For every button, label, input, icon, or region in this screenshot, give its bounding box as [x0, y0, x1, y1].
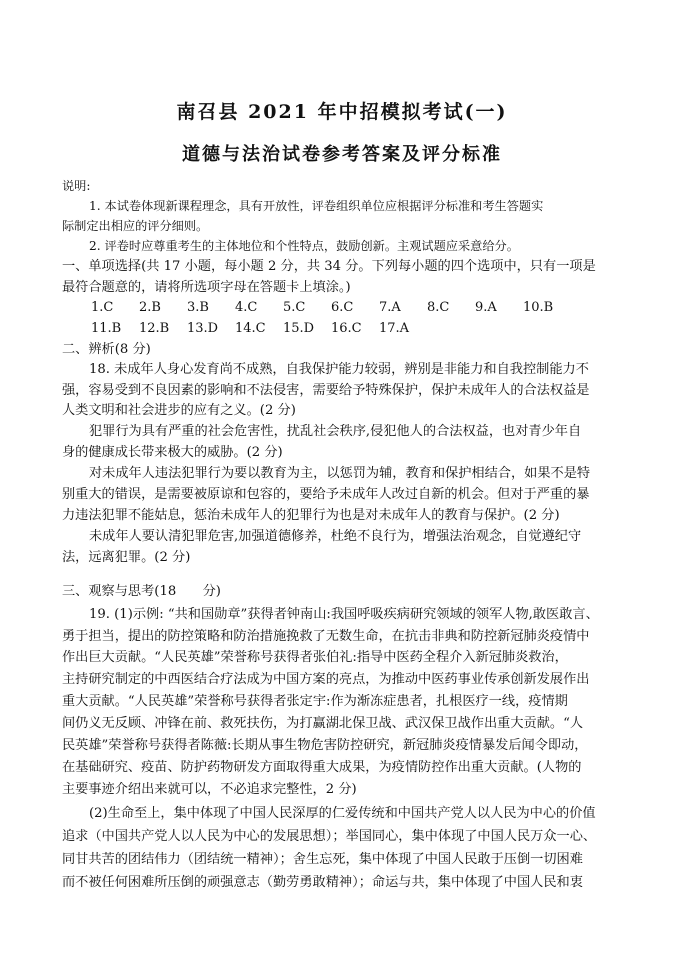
answer-item: 10.B [523, 300, 554, 315]
section-2-line: 法，远离犯罪。(2 分) [62, 550, 191, 565]
section-2-heading: 二、辨析(8 分) [62, 342, 151, 357]
section-2-line: 力违法犯罪不能姑息，惩治未成年人的犯罪行为也是对未成年人的教育与保护。(2 分) [62, 508, 560, 523]
answer-item: 12.B [139, 321, 170, 336]
intro-line: 际制定出相应的评分细则。 [62, 219, 209, 233]
section-2-line: 人类文明和社会进步的应有之义。(2 分) [62, 403, 296, 418]
section-3-line: 作出巨大贡献。“人民英雄”荣誉称号获得者张伯礼:指导中医药全程介入新冠肺炎救治， [62, 650, 568, 665]
section-3-line: 同甘共苦的团结伟力（团结统一精神）；舍生忘死，集中体现了中国人民敢于压倒一切困难 [62, 852, 583, 867]
answer-item: 15.D [283, 321, 315, 336]
section-3-line: 主持研究制定的中西医结合疗法成为中国方案的亮点，为推动中医药事业传承创新发展作出 [62, 672, 590, 687]
answer-item: 4.C [235, 300, 258, 315]
answer-item: 16.C [331, 321, 362, 336]
section-2-line: 18. 未成年人身心发育尚不成熟，自我保护能力较弱，辨别是非能力和自我控制能力不 [89, 362, 589, 377]
section-3-line: 重大贡献。“人民英雄”荣誉称号获得者张定宇:作为渐冻症患者，扎根医疗一线，疫情期 [62, 694, 568, 709]
page-subtitle: 道德与法治试卷参考答案及评分标准 [182, 144, 502, 165]
answer-row-1 [91, 298, 571, 318]
section-2-line: 未成年人要认清犯罪危害,加强道德修养，杜绝不良行为，增强法治观念，自觉遵纪守 [89, 529, 582, 544]
section-3-line: 在基础研究、疫苗、防护药物研发方面取得重大成果，为疫情防控作出重大贡献。(人物的 [62, 760, 582, 775]
page-title: 南召县 2021 年中招模拟考试(一) [176, 101, 508, 123]
answer-item: 8.C [427, 300, 450, 315]
section-2-line: 犯罪行为具有严重的社会危害性，扰乱社会秩序,侵犯他人的合法权益，也对青少年自 [89, 424, 582, 439]
section-2-line: 对未成年人违法犯罪行为要以教育为主，以惩罚为辅，教育和保护相结合，如果不是特 [89, 466, 591, 481]
answer-item: 1.C [91, 300, 114, 315]
answer-item: 11.B [91, 321, 122, 336]
section-1-line: 最符合题意的，请将所选项字母在答题卡上填涂。) [62, 280, 351, 295]
section-3-line: 主要事迹介绍出来就可以，不必追求完整性，2 分) [62, 782, 357, 797]
section-2-line: 身的健康成长带来极大的威胁。(2 分) [62, 445, 283, 460]
answer-item: 3.B [187, 300, 209, 315]
section-1-heading: 一、单项选择(共 17 小题，每小题 2 分，共 34 分。下列每小题的四个选项中，只有一项是 [62, 259, 596, 274]
answer-item: 6.C [331, 300, 354, 315]
answer-item: 5.C [283, 300, 306, 315]
section-3-line: 而不被任何困难所压倒的顽强意志（勤劳勇敢精神）；命运与共，集中体现了中国人民和衷 [62, 875, 583, 890]
section-3-line: 追求（中国共产党人以人民为中心的发展思想）；举国同心，集中体现了中国人民万众一心、 [62, 829, 597, 844]
intro-heading: 说明: [62, 179, 91, 193]
intro-line: 2. 评卷时应尊重考生的主体地位和个性特点，鼓励创新。主观试题应采意给分。 [89, 239, 519, 253]
section-3-line: 民英雄”荣誉称号获得者陈薇:长期从事生物危害防控研究，新冠肺炎疫情暴发后闻令即动， [62, 738, 588, 753]
answer-item: 7.A [379, 300, 401, 315]
section-3-heading: 三、观察与思考(18 分) [62, 584, 221, 599]
section-3-line: 间仍义无反顾、冲锋在前、救死扶伤，为打赢湖北保卫战、武汉保卫战作出重大贡献。“人 [62, 716, 584, 731]
answer-item: 13.D [187, 321, 219, 336]
section-2-line: 强，容易受到不良因素的影响和不法侵害，需要给予特殊保护，保护未成年人的合法权益是 [62, 383, 590, 398]
answer-item: 2.B [139, 300, 161, 315]
section-2-line: 别重大的错误，是需要被原谅和包容的，要给予未成年人改过自新的机会。但对于严重的暴 [62, 487, 590, 502]
section-3-line: 勇于担当，提出的防控策略和防治措施挽救了无数生命，在抗击非典和防控新冠肺炎疫情中 [62, 629, 590, 644]
answer-item: 17.A [379, 321, 410, 336]
section-3-line: (2)生命至上，集中体现了中国人民深厚的仁爱传统和中国共产党人以人民为中心的价值 [89, 806, 596, 821]
answer-item: 14.C [235, 321, 266, 336]
section-3-line: 19. (1)示例: “共和国勋章”获得者钟南山:我国呼吸疾病研究领域的领军人物,敢医敢言、 [89, 607, 599, 622]
answer-item: 9.A [475, 300, 497, 315]
answer-row-2 [91, 319, 427, 339]
intro-line: 1. 本试卷体现新课程理念，具有开放性，评卷组织单位应根据评分标准和考生答题实 [89, 199, 544, 213]
